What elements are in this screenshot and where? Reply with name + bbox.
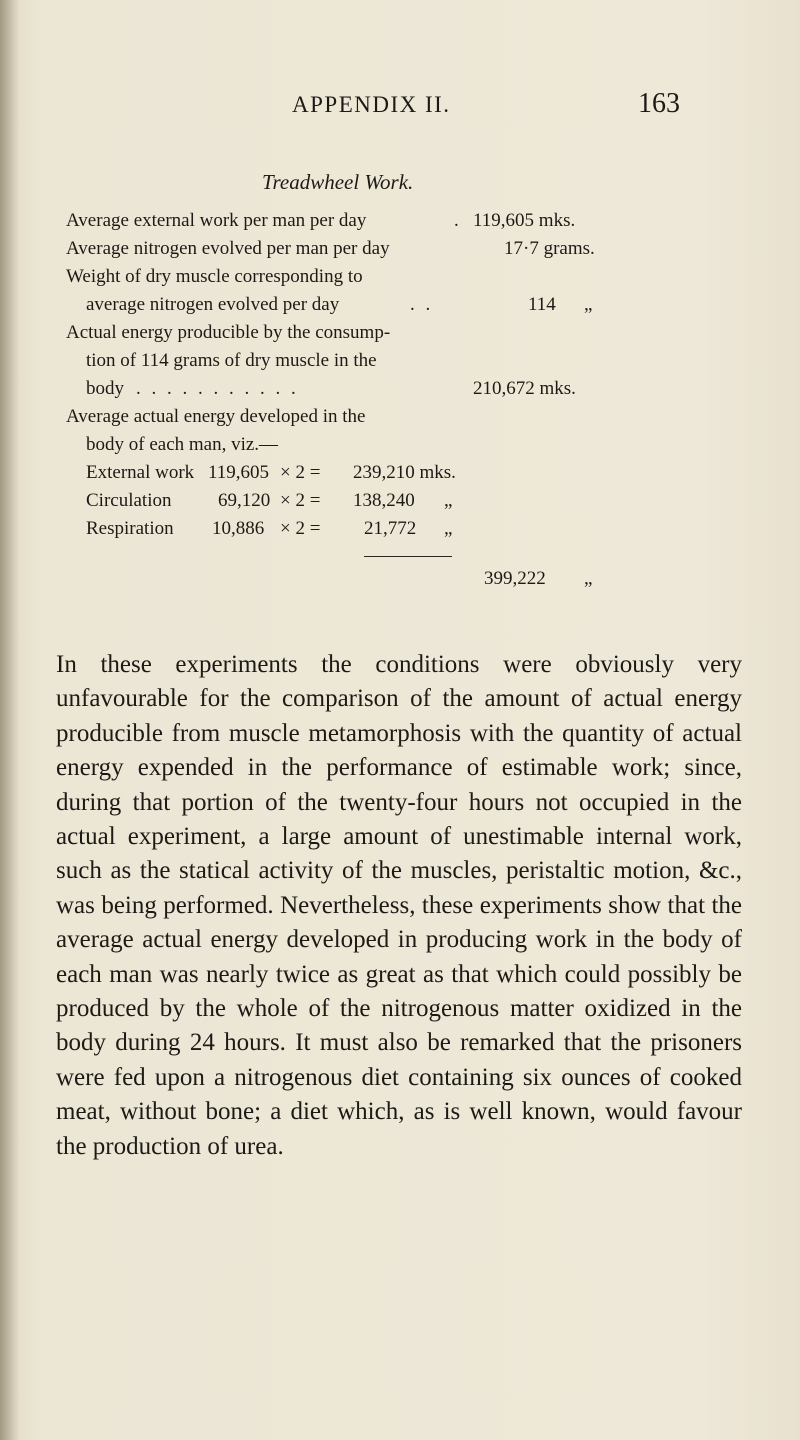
running-title: APPENDIX II. bbox=[292, 92, 451, 117]
calc-value: 69,120 bbox=[218, 490, 271, 511]
table-row bbox=[66, 294, 746, 318]
table-row bbox=[66, 210, 746, 234]
calc-name: Circulation bbox=[86, 490, 172, 511]
calc-row bbox=[66, 490, 746, 514]
calc-value: 10,886 bbox=[212, 518, 265, 539]
calc-value: 119,605 bbox=[208, 462, 270, 483]
row-value: 17·7 grams. bbox=[504, 238, 595, 259]
calc-result: 21,772 bbox=[364, 518, 417, 539]
calc-row bbox=[66, 462, 746, 486]
row-label: Average actual energy developed in the bbox=[66, 406, 366, 427]
row-leader: . . . . . . . . . . . bbox=[136, 378, 299, 399]
table-row bbox=[66, 266, 746, 290]
table-row bbox=[66, 406, 746, 430]
table-row bbox=[66, 378, 746, 402]
table-row bbox=[66, 434, 746, 458]
row-value: 119,605 mks. bbox=[473, 210, 576, 231]
body-paragraph: In these experiments the conditions were obviously very unfavourable for the comparison of the amount of actual energy producible from muscle metamorphosis with the quantity of actual energy expended in the performance of estimable work; since, during that portion of the twenty-four hours not occupied in the actual experiment, a large amount of unestimable internal work, such as the statical activity of the muscles, peristaltic motion, &c., was being performed. Nevertheless, these experiments show that the average actual energy developed in producing work in the body of each man was nearly twice as great as that which could possibly be produced by the whole of the nitrogenous matter oxidized in the body during 24 hours. It must also be remarked that the prisoners were fed upon a nitrogenous diet containing six ounces of cooked meat, without bone; a diet which, as is well known, would favour the production of urea. bbox=[56, 651, 742, 1160]
row-unit: „ bbox=[584, 294, 593, 315]
row-value: 210,672 mks. bbox=[473, 378, 576, 399]
row-label: Average nitrogen evolved per man per day bbox=[66, 238, 390, 259]
calc-result: 138,240 bbox=[353, 490, 415, 511]
row-value: 114 bbox=[528, 294, 556, 315]
gutter-shadow bbox=[0, 0, 20, 1440]
row-label: tion of 114 grams of dry muscle in the bbox=[86, 350, 377, 371]
section-title: Treadwheel Work. bbox=[262, 170, 414, 194]
row-label: body of each man, viz.— bbox=[86, 434, 279, 455]
table-row bbox=[66, 350, 746, 374]
calc-name: External work bbox=[86, 462, 195, 483]
total-row bbox=[66, 568, 746, 592]
row-label: body bbox=[86, 378, 124, 399]
calc-times: × 2 = bbox=[280, 462, 321, 483]
calc-times: × 2 = bbox=[280, 518, 321, 539]
row-leader: . . bbox=[410, 294, 434, 315]
calc-unit: „ bbox=[444, 490, 453, 511]
running-head bbox=[0, 88, 800, 128]
table-row bbox=[66, 238, 746, 262]
page-number: 163 bbox=[638, 88, 680, 119]
calc-result: 239,210 mks. bbox=[353, 462, 456, 483]
calc-name: Respiration bbox=[86, 518, 174, 539]
row-label: Average external work per man per day bbox=[66, 210, 367, 231]
calc-row bbox=[66, 518, 746, 542]
total-value: 399,222 bbox=[484, 568, 546, 589]
calc-times: × 2 = bbox=[280, 490, 321, 511]
row-label: Actual energy producible by the consump- bbox=[66, 322, 391, 343]
calc-unit: „ bbox=[444, 518, 453, 539]
row-label: Weight of dry muscle corresponding to bbox=[66, 266, 363, 287]
total-unit: „ bbox=[584, 568, 593, 589]
row-leader: . bbox=[454, 210, 462, 231]
table-row bbox=[66, 322, 746, 346]
sum-rule bbox=[364, 556, 452, 557]
row-label: average nitrogen evolved per day bbox=[86, 294, 340, 315]
rule-row bbox=[66, 546, 746, 570]
